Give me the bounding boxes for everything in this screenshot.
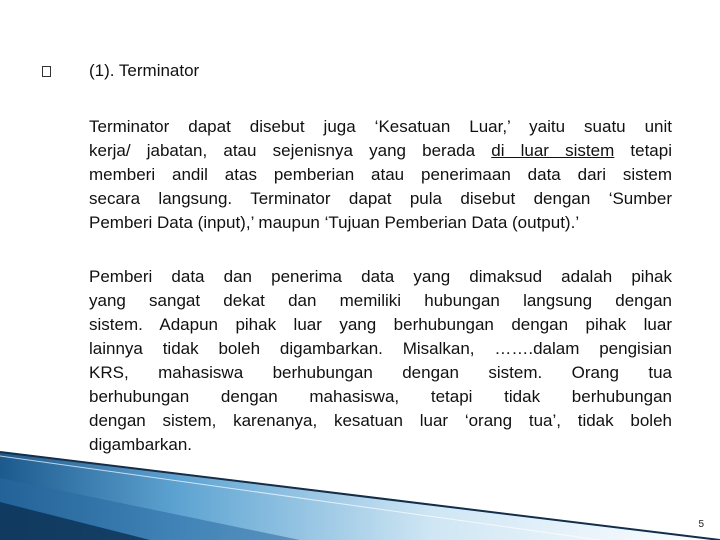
paragraph1-line: secara langsung. Terminator dapat pula disebut dengan ‘Sumber — [89, 189, 672, 208]
paragraph1-line2-start: kerja/ jabatan, atau sejenisnya yang berada — [89, 141, 492, 160]
paragraph1-line: Terminator dapat disebut juga ‘Kesatuan Luar,’ yaitu suatu unit — [89, 117, 672, 136]
paragraph1-line: memberi andil atas pemberian atau penerimaan data dari sistem — [89, 165, 672, 184]
paragraph2-line: Pemberi data dan penerima data yang dimaksud adalah pihak — [89, 267, 672, 286]
slide-heading: (1). Terminator — [89, 61, 200, 80]
paragraph2-line: KRS, mahasiswa berhubungan dengan sistem. Orang tua — [89, 363, 672, 382]
paragraph2-line: dengan sistem, karenanya, kesatuan luar ‘orang tua’, tidak boleh — [89, 411, 672, 430]
paragraph-terminator-definition — [89, 115, 672, 235]
paragraph1-line — [89, 139, 672, 163]
decorative-bottom-band — [0, 450, 720, 540]
paragraph-data-sources — [89, 265, 672, 457]
paragraph2-line: berhubungan dengan mahasiswa, tetapi tidak berhubungan — [89, 387, 672, 406]
paragraph2-line: sistem. Adapun pihak luar yang berhubungan dengan pihak luar — [89, 315, 672, 334]
paragraph1-line2-end: tetapi — [614, 141, 672, 160]
paragraph1-line: Pemberi Data (input),’ maupun ‘Tujuan Pemberian Data (output).’ — [89, 213, 580, 232]
bullet-box-icon — [42, 66, 51, 77]
underlined-di-luar-sistem: di luar sistem — [491, 141, 615, 160]
paragraph2-line: lainnya tidak boleh digambarkan. Misalkan, …….dalam pengisian — [89, 339, 672, 358]
page-number: 5 — [698, 519, 704, 530]
paragraph2-line: yang sangat dekat dan memiliki hubungan langsung dengan — [89, 291, 672, 310]
paragraph2-line: digambarkan. — [89, 435, 193, 454]
